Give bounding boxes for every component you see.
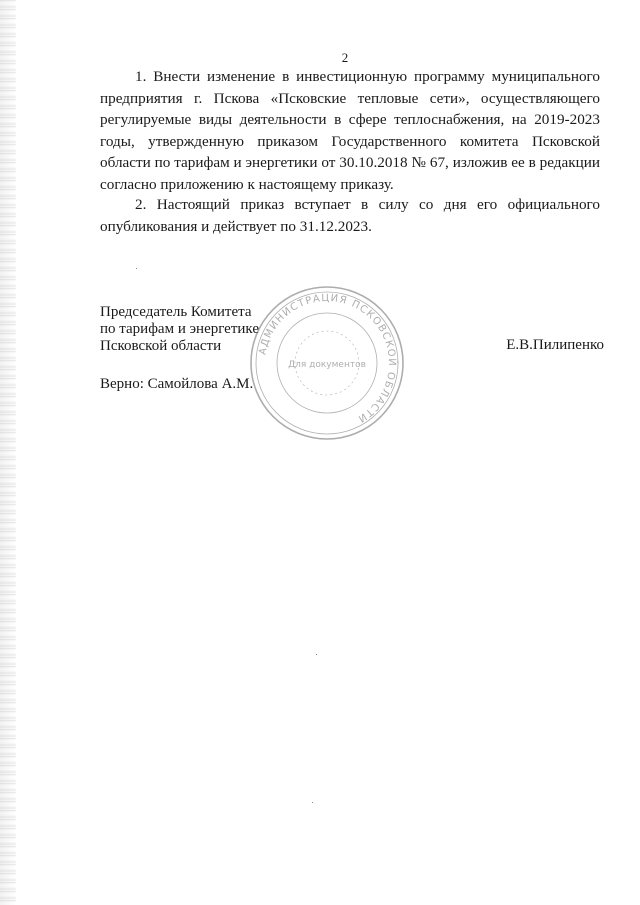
paragraph-item-2: 2. Настоящий приказ вступает в силу со дня его официального опубликования и действует по 31.12.2023. <box>100 196 600 235</box>
stamp-center-text: Для документов <box>288 360 366 370</box>
scan-speck <box>312 802 313 803</box>
verified-by-line: Верно: Самойлова А.М. <box>100 376 254 392</box>
page-number: 2 <box>341 50 349 65</box>
paragraph-item-1: 1. Внести изменение в инвестиционную программу муниципального предприятия г. Пскова «Псковские тепловые сети», осуществляющего регулируемые виды деятельности в сфере теплоснабжения, на 2019-2023 годы, утвержденную приказом Государственного комитета Псковской области по тарифам и энергетики от 30.10.2018 № 67, изложив ее в редакции согласно приложению к настоящему приказу. <box>100 68 600 193</box>
scan-speck <box>136 268 137 269</box>
official-stamp <box>247 283 407 443</box>
stamp-outer-text: АДМИНИСТРАЦИЯ ПСКОВСКОЙ ОБЛАСТИ <box>257 292 398 425</box>
signature-position-line-1: Председатель Комитета <box>100 304 252 320</box>
signature-position-line-3: Псковской области <box>100 338 222 354</box>
scan-speck <box>316 654 317 655</box>
signature-position-line-2: по тарифам и энергетике <box>100 321 259 337</box>
signer-name: Е.В.Пилипенко <box>506 337 604 353</box>
scan-edge-artifact <box>0 0 16 905</box>
